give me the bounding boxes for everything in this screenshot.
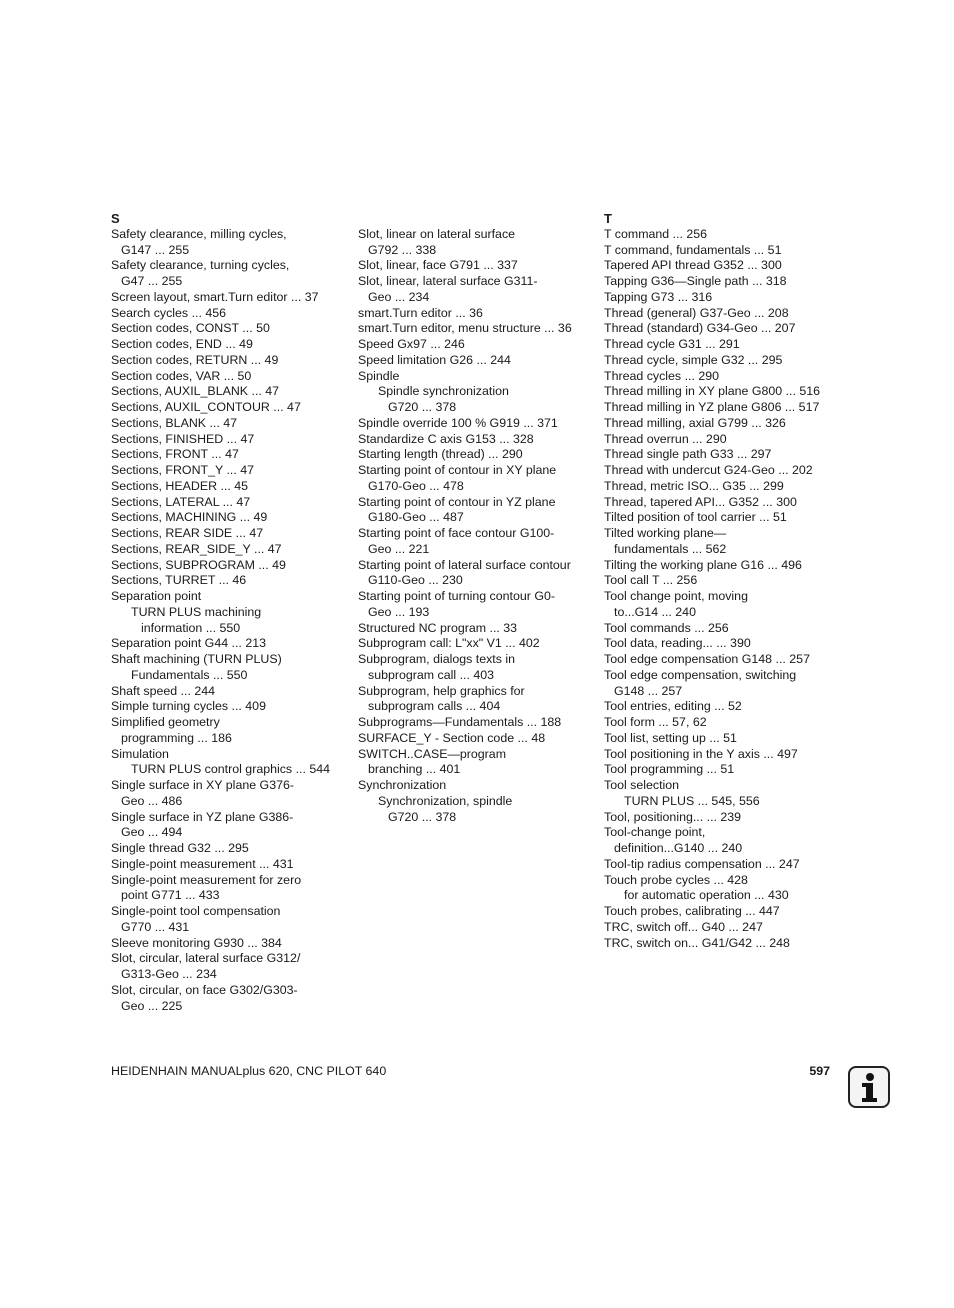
index-entry: Thread milling in YZ plane G806 ... 517 bbox=[604, 400, 820, 414]
index-entry: Sections, REAR_SIDE_Y ... 47 bbox=[111, 541, 282, 556]
index-entry: Shaft machining (TURN PLUS) bbox=[111, 652, 282, 666]
index-subentry: fundamentals ... 562 bbox=[614, 541, 727, 556]
index-entry: Sections, FINISHED ... 47 bbox=[111, 431, 255, 446]
index-entry: Tool-change point, bbox=[604, 825, 706, 840]
index-entry: Sleeve monitoring G930 ... 384 bbox=[111, 935, 282, 950]
index-entry: Tool change point, moving bbox=[604, 589, 748, 603]
index-entry: Tool edge compensation, switching bbox=[604, 667, 797, 682]
index-entry: Single-point tool compensation bbox=[111, 904, 281, 918]
index-entry: Thread single path G33 ... 297 bbox=[604, 447, 772, 462]
index-subentry: Geo ... 225 bbox=[121, 998, 183, 1013]
index-entry: Tool-tip radius compensation ... 247 bbox=[604, 856, 800, 871]
index-entry: Thread overrun ... 290 bbox=[604, 431, 727, 446]
index-subentry: Geo ... 486 bbox=[121, 793, 183, 808]
index-entry: Tapping G73 ... 316 bbox=[604, 289, 713, 304]
index-entry: Slot, circular, on face G302/G303- bbox=[111, 982, 298, 997]
index-entry: SWITCH..CASE—program bbox=[358, 746, 507, 761]
index-entry: Tilting the working plane G16 ... 496 bbox=[604, 557, 802, 572]
index-subentry: definition...G140 ... 240 bbox=[614, 841, 743, 855]
index-column-3 bbox=[604, 211, 840, 951]
index-subentry: subprogram call ... 403 bbox=[368, 667, 495, 682]
index-subentry: G110-Geo ... 230 bbox=[368, 573, 463, 588]
index-entry: Thread (standard) G34-Geo ... 207 bbox=[604, 321, 796, 336]
index-subentry: Geo ... 193 bbox=[368, 604, 430, 619]
index-entry: Slot, linear on lateral surface bbox=[358, 226, 516, 241]
info-icon bbox=[848, 1066, 890, 1108]
index-entry: smart.Turn editor ... 36 bbox=[358, 305, 483, 320]
index-entry: SURFACE_Y - Section code ... 48 bbox=[358, 730, 546, 745]
index-subentry: Geo ... 494 bbox=[121, 825, 183, 840]
index-entry: Spindle bbox=[358, 368, 400, 383]
index-entry: Sections, FRONT_Y ... 47 bbox=[111, 463, 255, 477]
section-letter: T bbox=[604, 211, 612, 226]
index-entry: Touch probe cycles ... 428 bbox=[604, 872, 748, 887]
index-subentry: G792 ... 338 bbox=[368, 242, 437, 257]
index-entry: Single surface in XY plane G376- bbox=[111, 778, 294, 792]
index-entry: Tool entries, editing ... 52 bbox=[604, 699, 742, 714]
index-entry: Single-point measurement for zero bbox=[111, 872, 302, 887]
footer-title: HEIDENHAIN MANUALplus 620, CNC PILOT 640 bbox=[111, 1064, 387, 1078]
index-entry: Sections, LATERAL ... 47 bbox=[111, 494, 251, 509]
index-entry: Speed limitation G26 ... 244 bbox=[358, 352, 511, 367]
index-subentry: TURN PLUS control graphics ... 544 bbox=[131, 762, 331, 777]
section-letter bbox=[358, 211, 594, 227]
index-entry: Thread milling, axial G799 ... 326 bbox=[604, 415, 786, 430]
index-entry: Simple turning cycles ... 409 bbox=[111, 699, 266, 714]
index-subentry: Spindle synchronization bbox=[378, 384, 509, 399]
index-entry: Section codes, CONST ... 50 bbox=[111, 321, 270, 336]
index-entry: Spindle override 100 % G919 ... 371 bbox=[358, 415, 558, 430]
index-entry: Safety clearance, turning cycles, bbox=[111, 258, 290, 273]
index-entry: Tool list, setting up ... 51 bbox=[604, 730, 737, 745]
index-entry: Structured NC program ... 33 bbox=[358, 620, 518, 635]
index-subentry: Geo ... 234 bbox=[368, 289, 430, 304]
index-subentry: G148 ... 257 bbox=[614, 683, 683, 698]
index-entry: Thread milling in XY plane G800 ... 516 bbox=[604, 384, 821, 399]
index-entry: Sections, HEADER ... 45 bbox=[111, 478, 249, 493]
index-subentry: G720 ... 378 bbox=[388, 400, 457, 414]
index-entry: Sections, TURRET ... 46 bbox=[111, 573, 247, 588]
index-entry: Thread cycle, simple G32 ... 295 bbox=[604, 352, 783, 367]
index-subentry: TURN PLUS ... 545, 556 bbox=[624, 793, 760, 808]
index-entry: Screen layout, smart.Turn editor ... 37 bbox=[111, 289, 319, 304]
index-entry: Tool, positioning... ... 239 bbox=[604, 809, 742, 824]
index-entry: Simplified geometry bbox=[111, 715, 220, 729]
index-subentry: subprogram calls ... 404 bbox=[368, 699, 501, 714]
index-subentry: for automatic operation ... 430 bbox=[624, 888, 789, 903]
index-entry: Sections, BLANK ... 47 bbox=[111, 415, 238, 430]
index-entry: Shaft speed ... 244 bbox=[111, 683, 216, 698]
index-entry: Tool data, reading... ... 390 bbox=[604, 636, 751, 651]
index-entry: Simulation bbox=[111, 746, 169, 761]
index-entry: Sections, SUBPROGRAM ... 49 bbox=[111, 557, 286, 572]
index-entry: Starting length (thread) ... 290 bbox=[358, 447, 523, 462]
index-subentry: Fundamentals ... 550 bbox=[131, 667, 248, 682]
index-entry: Thread cycles ... 290 bbox=[604, 368, 720, 383]
index-entry: Thread, metric ISO... G35 ... 299 bbox=[604, 478, 784, 493]
index-entry: Tool positioning in the Y axis ... 497 bbox=[604, 746, 798, 761]
index-entry: Separation point G44 ... 213 bbox=[111, 636, 266, 651]
index-subentry: G180-Geo ... 487 bbox=[368, 510, 464, 525]
index-entry: Tapered API thread G352 ... 300 bbox=[604, 258, 782, 273]
index-entry: Synchronization bbox=[358, 778, 447, 792]
index-entry: Section codes, END ... 49 bbox=[111, 337, 253, 351]
index-entry: Sections, AUXIL_BLANK ... 47 bbox=[111, 384, 280, 399]
index-entry: Subprogram, dialogs texts in bbox=[358, 652, 516, 666]
index-entry: Thread (general) G37-Geo ... 208 bbox=[604, 305, 789, 320]
index-entry: Starting point of turning contour G0- bbox=[358, 589, 555, 603]
index-subentry: point G771 ... 433 bbox=[121, 888, 220, 903]
index-entry: Starting point of lateral surface contour bbox=[358, 557, 571, 572]
index-subentry: G720 ... 378 bbox=[388, 809, 457, 824]
index-subentry: G170-Geo ... 478 bbox=[368, 478, 464, 493]
page-number: 597 bbox=[809, 1064, 830, 1078]
index-subentry: G770 ... 431 bbox=[121, 919, 190, 934]
index-entry: Standardize C axis G153 ... 328 bbox=[358, 431, 534, 446]
index-subentry: to...G14 ... 240 bbox=[614, 604, 696, 619]
index-entry: Separation point bbox=[111, 589, 202, 603]
index-entry: T command ... 256 bbox=[604, 226, 708, 241]
index-column-1 bbox=[111, 211, 346, 1014]
section-letter: S bbox=[111, 211, 120, 226]
index-entry: T command, fundamentals ... 51 bbox=[604, 242, 782, 257]
index-subentry: G313-Geo ... 234 bbox=[121, 967, 217, 981]
index-subentry: branching ... 401 bbox=[368, 762, 461, 777]
index-entry: Subprogram call: L"xx" V1 ... 402 bbox=[358, 636, 540, 651]
index-subentry: G47 ... 255 bbox=[121, 274, 183, 288]
index-subentry: Geo ... 221 bbox=[368, 541, 430, 556]
index-entry: Sections, FRONT ... 47 bbox=[111, 447, 239, 462]
index-entry: Tool edge compensation G148 ... 257 bbox=[604, 652, 810, 666]
index-subentry: programming ... 186 bbox=[121, 730, 232, 745]
index-entry: Tapping G36—Single path ... 318 bbox=[604, 274, 787, 288]
index-subentry: information ... 550 bbox=[141, 620, 241, 635]
index-entry: Subprograms—Fundamentals ... 188 bbox=[358, 715, 562, 729]
index-entry: Slot, circular, lateral surface G312/ bbox=[111, 951, 301, 966]
index-entry: Tilted position of tool carrier ... 51 bbox=[604, 510, 787, 525]
index-entry: Sections, AUXIL_CONTOUR ... 47 bbox=[111, 400, 301, 414]
index-entry: Tool programming ... 51 bbox=[604, 762, 735, 777]
index-entry: smart.Turn editor, menu structure ... 36 bbox=[358, 321, 572, 336]
index-entry: Single surface in YZ plane G386- bbox=[111, 809, 294, 824]
index-entry: Slot, linear, face G791 ... 337 bbox=[358, 258, 518, 273]
index-entry: Starting point of face contour G100- bbox=[358, 526, 555, 540]
index-entry: Section codes, VAR ... 50 bbox=[111, 368, 252, 383]
index-entry: Safety clearance, milling cycles, bbox=[111, 226, 287, 241]
index-entry: Starting point of contour in YZ plane bbox=[358, 494, 556, 509]
index-entry: Sections, MACHINING ... 49 bbox=[111, 510, 268, 525]
index-column-2 bbox=[358, 211, 594, 825]
index-entry: TRC, switch off... G40 ... 247 bbox=[604, 919, 763, 934]
index-subentry: G147 ... 255 bbox=[121, 242, 190, 257]
index-entry: Tool form ... 57, 62 bbox=[604, 715, 707, 729]
index-entry: Speed Gx97 ... 246 bbox=[358, 337, 465, 351]
index-entry: Thread cycle G31 ... 291 bbox=[604, 337, 740, 351]
index-entry: Starting point of contour in XY plane bbox=[358, 463, 557, 477]
index-entry: Single-point measurement ... 431 bbox=[111, 856, 294, 871]
index-entry: Tool commands ... 256 bbox=[604, 620, 729, 635]
index-entry: TRC, switch on... G41/G42 ... 248 bbox=[604, 935, 790, 950]
index-entry: Touch probes, calibrating ... 447 bbox=[604, 904, 780, 918]
index-entry: Tool selection bbox=[604, 778, 680, 792]
index-entry: Tilted working plane— bbox=[604, 526, 727, 540]
index-entry: Search cycles ... 456 bbox=[111, 305, 227, 320]
index-entry: Sections, REAR SIDE ... 47 bbox=[111, 526, 264, 540]
index-entry: Thread with undercut G24-Geo ... 202 bbox=[604, 463, 813, 477]
index-entry: Slot, linear, lateral surface G311- bbox=[358, 274, 538, 288]
index-subentry: TURN PLUS machining bbox=[131, 604, 262, 619]
index-entry: Tool call T ... 256 bbox=[604, 573, 698, 588]
index-entry: Thread, tapered API... G352 ... 300 bbox=[604, 494, 797, 509]
index-entry: Subprogram, help graphics for bbox=[358, 683, 525, 698]
index-subentry: Synchronization, spindle bbox=[378, 793, 513, 808]
index-entry: Section codes, RETURN ... 49 bbox=[111, 352, 279, 367]
index-entry: Single thread G32 ... 295 bbox=[111, 841, 249, 855]
